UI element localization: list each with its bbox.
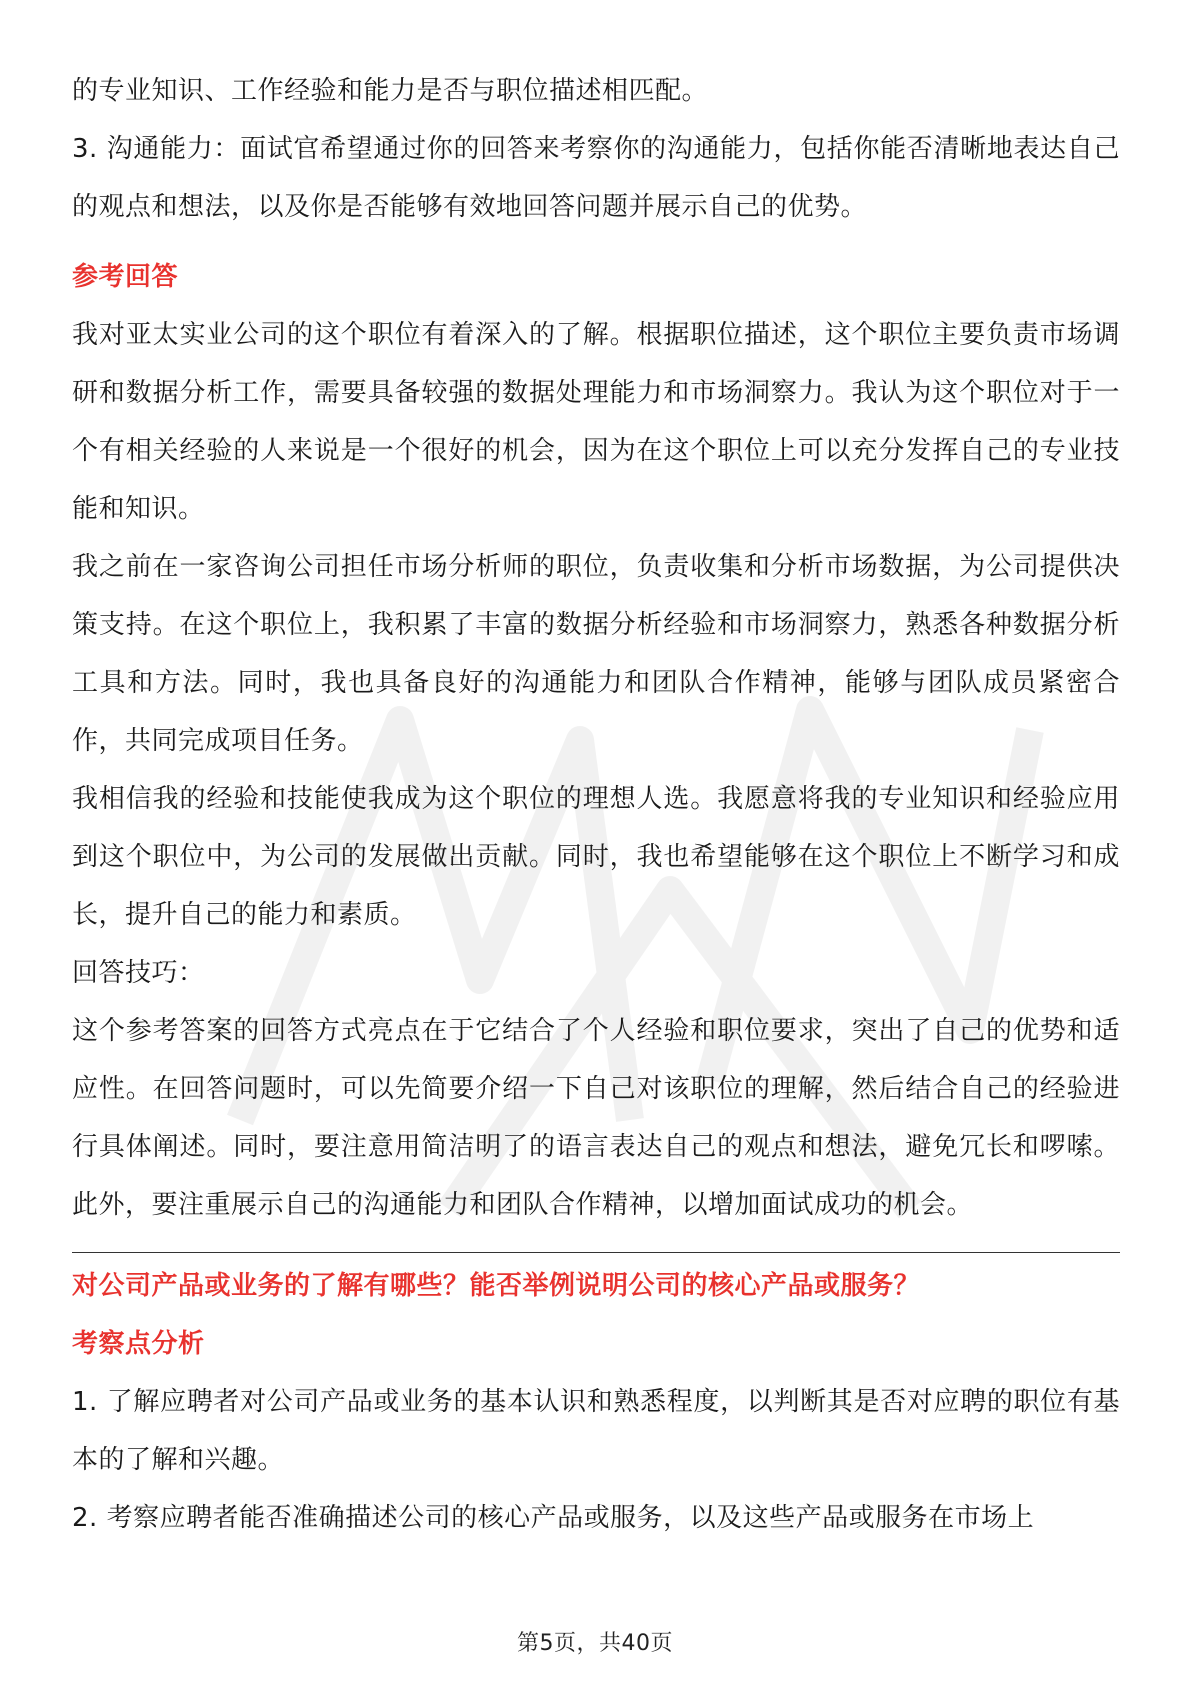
paragraph-tips-label: 回答技巧： [72, 958, 205, 988]
page-indicator: 第5页，共40页 [517, 1631, 673, 1656]
paragraph-analysis-2: 2. 考察应聘者能否准确描述公司的核心产品或服务，以及这些产品或服务在市场上 [72, 1503, 1035, 1533]
document-body [72, 62, 1120, 1547]
paragraph-answer-1: 我对亚太实业公司的这个职位有着深入的了解。根据职位描述，这个职位主要负责市场调研和数据分析工作，需要具备较强的数据处理能力和市场洞察力。我认为这个职位对于一个有相关经验的人来说是一个很好的机会，因为在这个职位上可以充分发挥自己的专业技能和知识。 [72, 320, 1120, 524]
paragraph-answer-2: 我之前在一家咨询公司担任市场分析师的职位，负责收集和分析市场数据，为公司提供决策支持。在这个职位上，我积累了丰富的数据分析经验和市场洞察力，熟悉各种数据分析工具和方法。同时，我也具备良好的沟通能力和团队合作精神，能够与团队成员紧密合作，共同完成项目任务。 [72, 552, 1120, 756]
paragraph-analysis-1: 1. 了解应聘者对公司产品或业务的基本认识和熟悉程度，以判断其是否对应聘的职位有基本的了解和兴趣。 [72, 1387, 1120, 1475]
paragraph-intro-tail: 的专业知识、工作经验和能力是否与职位描述相匹配。 [72, 76, 709, 106]
section-divider [72, 1252, 1120, 1253]
paragraph-answer-3: 我相信我的经验和技能使我成为这个职位的理想人选。我愿意将我的专业知识和经验应用到这个职位中，为公司的发展做出贡献。同时，我也希望能够在这个职位上不断学习和成长，提升自己的能力和素质。 [72, 784, 1120, 930]
paragraph-tips: 这个参考答案的回答方式亮点在于它结合了个人经验和职位要求，突出了自己的优势和适应性。在回答问题时，可以先简要介绍一下自己对该职位的理解，然后结合自己的经验进行具体阐述。同时，要注意用简洁明了的语言表达自己的观点和想法，避免冗长和啰嗦。此外，要注重展示自己的沟通能力和团队合作精神，以增加面试成功的机会。 [72, 1016, 1120, 1220]
paragraph-point-3: 3. 沟通能力：面试官希望通过你的回答来考察你的沟通能力，包括你能否清晰地表达自己的观点和想法，以及你是否能够有效地回答问题并展示自己的优势。 [72, 134, 1120, 222]
heading-analysis: 考察点分析 [72, 1329, 205, 1359]
heading-question: 对公司产品或业务的了解有哪些？能否举例说明公司的核心产品或服务？ [72, 1271, 921, 1301]
heading-reference-answer: 参考回答 [72, 262, 179, 292]
